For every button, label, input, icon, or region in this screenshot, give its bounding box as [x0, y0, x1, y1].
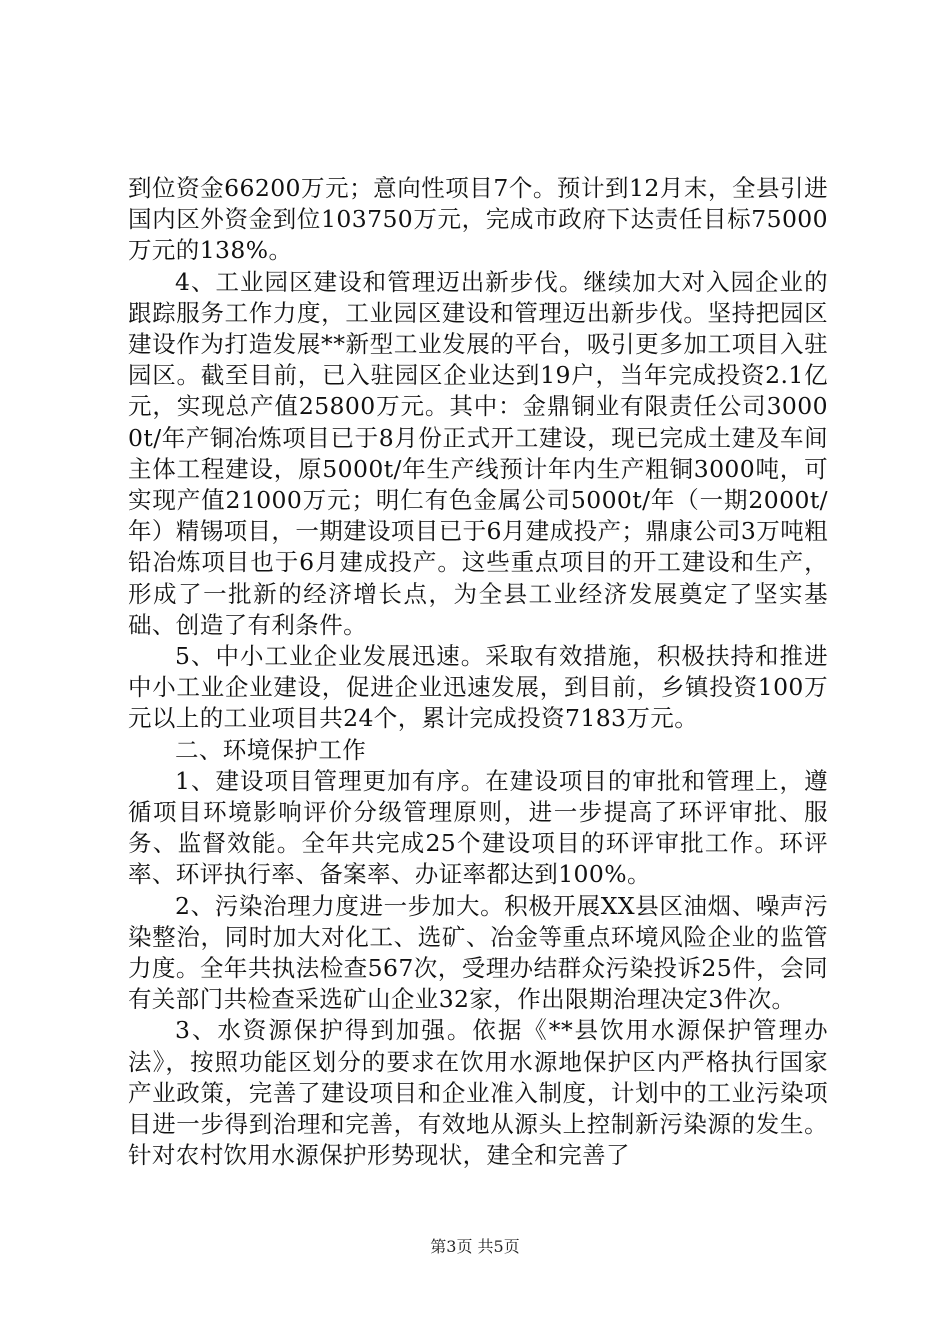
paragraph-5: 2、污染治理力度进一步加大。积极开展XX县区油烟、噪声污染整治，同时加大对化工、选矿、冶金等重点环境风险企业的监管力度。全年共执法检查567次，受理办结群众污染投诉25件，会同有关部门共检查采选矿山企业32家，作出限期治理决定3件次。: [128, 891, 828, 1014]
paragraph-4: 1、建设项目管理更加有序。在建设项目的审批和管理上，遵循项目环境影响评价分级管理原则，进一步提高了环评审批、服务、监督效能。全年共完成25个建设项目的环评审批工作。环评率、环评执行率、备案率、办证率都达到100%。: [128, 766, 828, 889]
paragraph-3: 5、中小工业企业发展迅速。采取有效措施，积极扶持和推进中小工业企业建设，促进企业迅速发展，到目前，乡镇投资100万元以上的工业项目共24个，累计完成投资7183万元。: [128, 642, 828, 733]
page-footer: 第3页 共5页: [430, 1237, 520, 1256]
section-heading: 二、环境保护工作: [175, 735, 367, 764]
document-body: [128, 173, 828, 1172]
paragraph-1: 到位资金66200万元；意向性项目7个。预计到12月末，全县引进国内区外资金到位103750万元，完成市政府下达责任目标75000万元的138%。: [128, 174, 828, 265]
paragraph-6: 3、水资源保护得到加强。依据《**县饮用水源保护管理办法》，按照功能区划分的要求在饮用水源地保护区内严格执行国家产业政策，完善了建设项目和企业准入制度，计划中的工业污染项目进一步得到治理和完善，有效地从源头上控制新污染源的发生。针对农村饮用水源保护形势现状，建全和完善了: [128, 1016, 828, 1170]
paragraph-2: 4、工业园区建设和管理迈出新步伐。继续加大对入园企业的跟踪服务工作力度，工业园区建设和管理迈出新步伐。坚持把园区建设作为打造发展**新型工业发展的平台，吸引更多加工项目入驻园区。截至目前，已入驻园区企业达到19户，当年完成投资2.1亿元，实现总产值25800万元。其中：金鼎铜业有限责任公司30000t/年产铜冶炼项目已于8月份正式开工建设，现已完成土建及车间主体工程建设，原5000t/年生产线预计年内生产粗铜3000吨，可实现产值21000万元；明仁有色金属公司5000t/年（一期2000t/年）精锡项目，一期建设项目已于6月建成投产；鼎康公司3万吨粗铅冶炼项目也于6月建成投产。这些重点项目的开工建设和生产，形成了一批新的经济增长点，为全县工业经济发展奠定了坚实基础、创造了有利条件。: [128, 267, 828, 639]
